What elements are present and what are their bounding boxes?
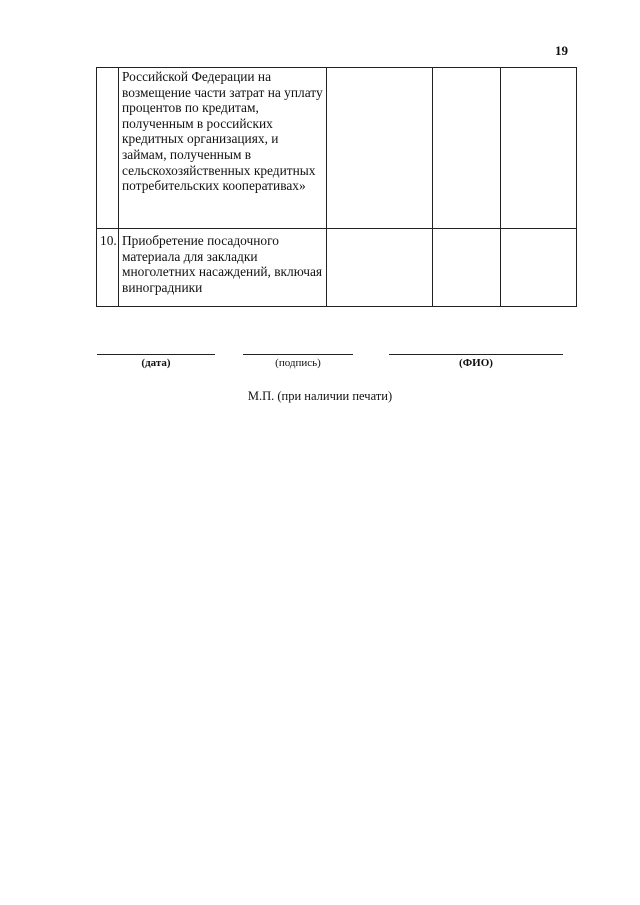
signature-label: (подпись)	[275, 357, 321, 369]
row-number-cell	[97, 68, 119, 229]
row-empty-cell	[327, 229, 433, 307]
date-line	[97, 354, 215, 355]
date-label: (дата)	[141, 357, 171, 369]
stamp-note: М.П. (при наличии печати)	[247, 389, 393, 403]
row-empty-cell	[501, 229, 577, 307]
row-empty-cell	[501, 68, 577, 229]
row-empty-cell	[433, 68, 501, 229]
table-row	[97, 68, 577, 229]
table-row	[97, 229, 577, 307]
name-line	[389, 354, 563, 355]
name-label: (ФИО)	[459, 357, 493, 369]
row-number-cell: 10.	[97, 229, 119, 307]
signature-line	[243, 354, 353, 355]
document-table	[96, 67, 577, 307]
row-description-cell: Приобретение посадочного материала для закладки многолетних насаждений, включая виноградники	[119, 229, 327, 307]
row-description-cell: Российской Федерации на возмещение части затрат на уплату процентов по кредитам, полученным в российских кредитных организациях, и займам, полученным в сельскохозяйственных кредитных потребительских кооперативах»	[119, 68, 327, 229]
row-empty-cell	[327, 68, 433, 229]
page-number: 19	[555, 43, 568, 58]
row-empty-cell	[433, 229, 501, 307]
